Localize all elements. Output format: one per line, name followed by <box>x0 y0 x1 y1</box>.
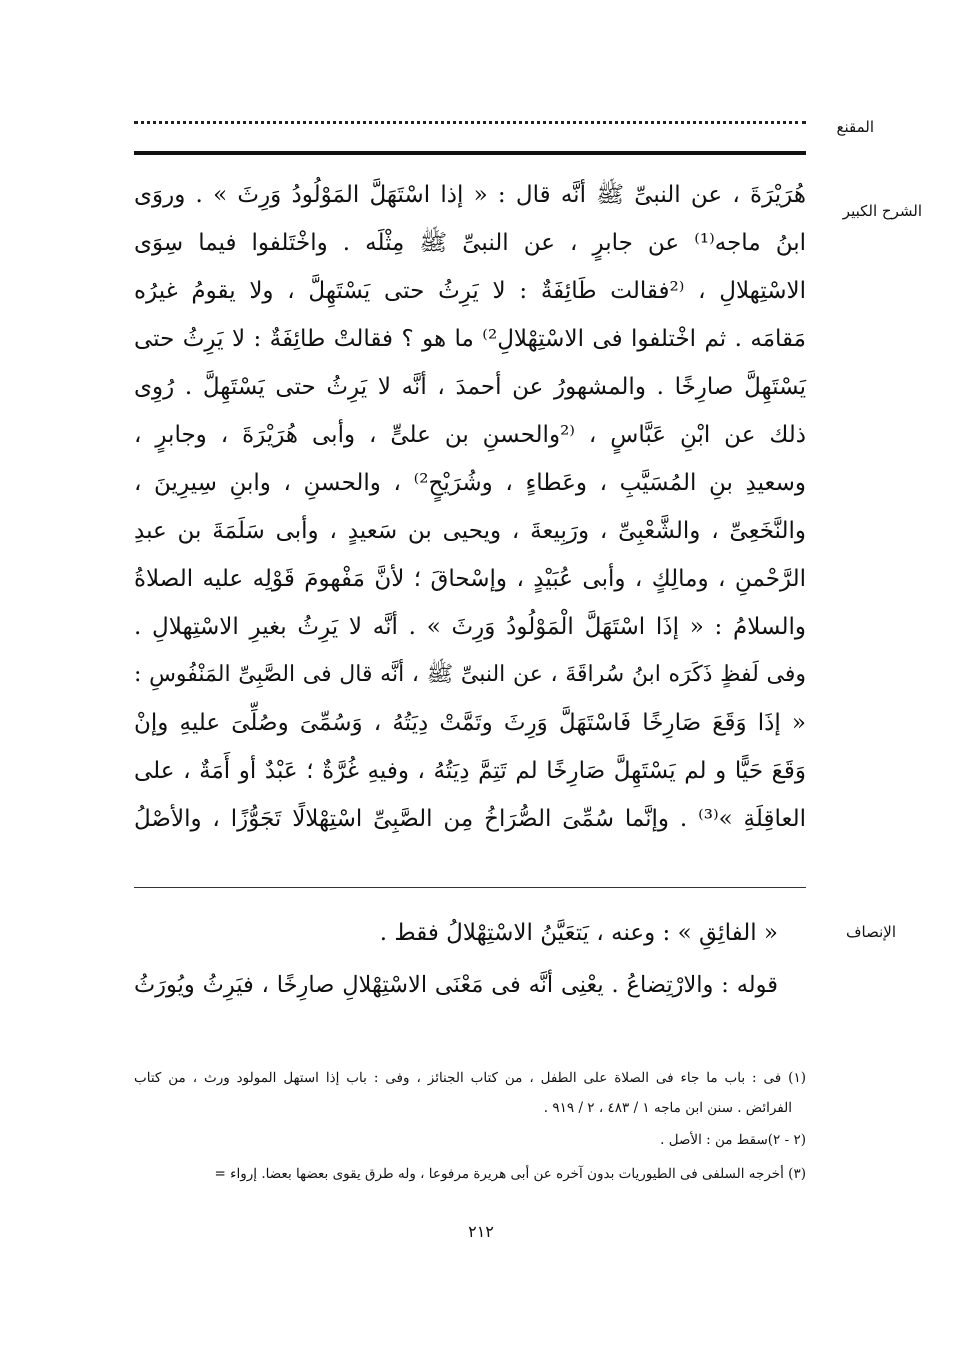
section-divider <box>134 887 806 888</box>
sharh-line: وَقَعَ حَيًّا و لم يَسْتَهِلَّ صَارِخًا لم تَتِمَّ دِيَتُهُ ، وفيهِ غُرَّةٌ ؛ عَبْدٌ أو أَمَةٌ ، على <box>134 758 806 784</box>
footnote-line: (٢ - ٢)سقط من : الأصل . <box>660 1132 806 1148</box>
footnote-line: (١) فى : باب ما جاء فى الصلاة على الطفل ، من كتاب الجنائز ، وفى : باب إذا استهل المولود ورث ، من كتاب <box>134 1070 806 1086</box>
sharh-label: الشرح الكبير <box>842 202 922 220</box>
sharh-line: « إذَا وَقَعَ صَارِخًا فَاسْتَهَلَّ وَرِثَ وتَمَّتْ دِيَتُهُ ، وَسُمِّىَ وصُلِّىَ عليهِ وإنْ <box>134 710 806 736</box>
header-dotted-rule <box>134 121 806 124</box>
sharh-line: ذلك عن ابْنِ عَبَّاسٍ ، ⁽²والحسنِ بن علىٍّ ، وأبى هُرَيْرَةَ ، وجابرٍ ، <box>134 422 806 448</box>
insaf-label: الإنصاف <box>845 923 896 941</box>
insaf-line: قوله : والارْتِضاعُ . يعْنِى أنَّه فى مَعْنَى الاسْتِهْلالِ صارِخًا ، فيَرِثُ ويُورَثُ <box>134 972 778 998</box>
footnote-line: الفرائض . سنن ابن ماجه ١ / ٤٨٣ ، ٢ / ٩١٩ . <box>543 1100 792 1116</box>
book-label: المقنع <box>836 118 874 136</box>
sharh-line: هُرَيْرَةَ ، عن النبىِّ ﷺ أنَّه قال : « إذا اسْتَهَلَّ المَوْلُودُ وَرِثَ » . وروَى <box>134 182 806 208</box>
sharh-line: يَسْتَهِلَّ صارِخًا . والمشهورُ عن أحمدَ ، أنَّه لا يَرِثُ حتى يَسْتَهِلَّ . رُوِى <box>134 374 806 400</box>
sharh-line: الاسْتِهلالِ ، ⁽²فقالت طَائِفَةٌ : لا يَرِثُ حتى يَسْتَهِلَّ ، ولا يقومُ غيرُه <box>134 278 806 304</box>
sharh-line: وفى لَفظٍ ذَكَرَه ابنُ سُراقَةَ ، عن النبىِّ ﷺ ، أنَّه قال فى الصَّبِىِّ المَنْفُوسِ : <box>134 662 806 687</box>
sharh-line: ابنُ ماجه⁽¹⁾ عن جابرٍ ، عن النبىِّ ﷺ مِثْلَه . واخْتَلفوا فيما سِوَى <box>134 230 806 256</box>
sharh-line: مَقامَه . ثم اخْتلفوا فى الاسْتِهْلالِ²⁾ ما هو ؟ فقالتْ طائِفَةٌ : لا يَرِثُ حتى <box>134 326 807 352</box>
sharh-line: وسعيدِ بنِ المُسَيَّبِ ، وعَطاءٍ ، وشُرَيْحٍ²⁾ ، والحسنِ ، وابنِ سِيرِينَ ، <box>134 470 806 496</box>
page-number: ٢١٢ <box>468 1222 494 1241</box>
sharh-line: الرَّحْمنِ ، ومالِكٍ ، وأبى عُبَيْدٍ ، وإسْحاقَ ؛ لأنَّ مَفْهومَ قَوْلِه عليه الصلاةُ <box>134 566 806 592</box>
footnote-line: (٣) أخرجه السلفى فى الطيوريات بدون آخره عن أبى هريرة مرفوعا ، وله طرق يقوى بعضها بعضا. إرواء = <box>214 1166 806 1182</box>
insaf-line: « الفائِقِ » : وعنه ، يَتعَيَّنُ الاسْتِهْلالُ فقط . <box>379 920 778 946</box>
sharh-line: والنَّخَعِىِّ ، والشَّعْبِىِّ ، ورَبِيعةَ ، ويحيى بن سَعيدٍ ، وأبى سَلَمَةَ بن عبدِ <box>134 518 806 544</box>
header-thick-rule <box>134 151 806 155</box>
sharh-line: العاقِلَةِ »⁽³⁾ . وإنَّما سُمِّىَ الصُّرَاخُ مِن الصَّبِىِّ اسْتِهْلالًا تَجَوُّزًا ، والأصْلُ <box>134 806 806 832</box>
sharh-line: والسلامُ : « إذَا اسْتَهَلَّ الْمَوْلُودُ وَرِثَ » . أنَّه لا يَرِثُ بغيرِ الاسْتِهلالِ . <box>134 614 806 640</box>
